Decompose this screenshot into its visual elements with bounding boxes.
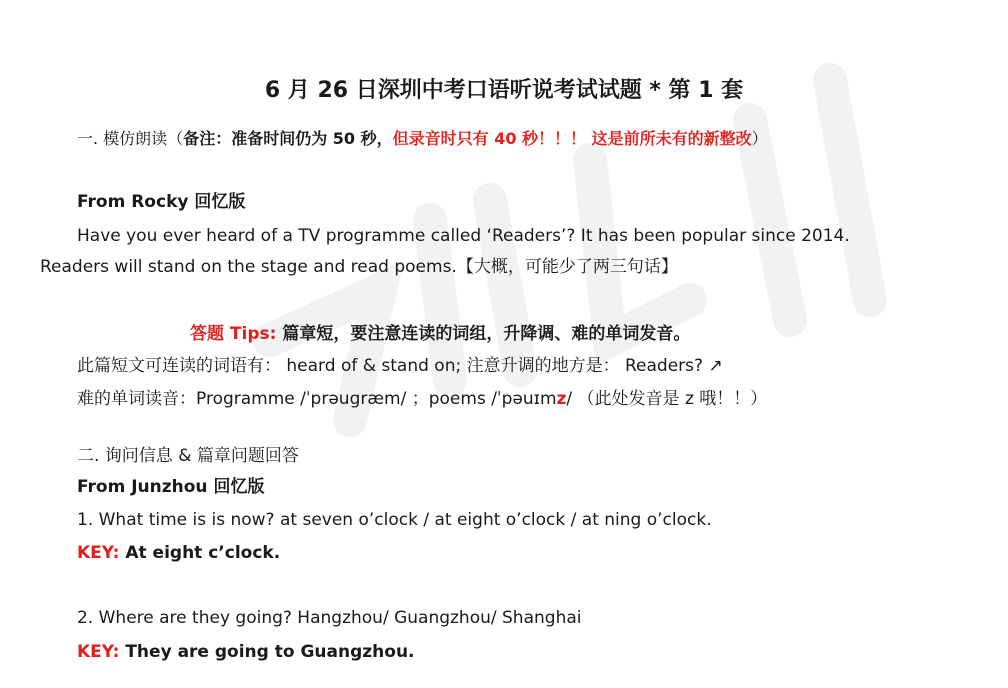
section-2-heading: 二. 询问信息 & 篇章问题回答 bbox=[77, 446, 299, 466]
question-1: 1. What time is is now? at seven o’clock / at eight o’clock / at ning o’clock. bbox=[77, 510, 712, 530]
key-label-2: KEY: bbox=[77, 642, 120, 662]
answer-2: They are going to Guangzhou. bbox=[119, 642, 415, 662]
section-1-heading-line bbox=[77, 131, 768, 147]
rocky-source: From Rocky 回忆版 bbox=[77, 192, 246, 212]
note-label: 备注：准备时间仍为 50 秒， bbox=[183, 129, 393, 148]
answer-1-line bbox=[77, 545, 280, 562]
section-1-heading: 一. 模仿朗读 bbox=[77, 129, 168, 148]
page-title: 6 月 26 日深圳中考口语听说考试试题 * 第 1 套 bbox=[264, 78, 744, 103]
linking-line: 此篇短文可连读的词语有： heard of & stand on; 注意升调的地方是： Readers? ↗ bbox=[77, 356, 723, 376]
pronunciation-line bbox=[77, 391, 767, 408]
pron-suffix: / （此处发音是 z 哦！！） bbox=[566, 389, 768, 409]
pron-red: z bbox=[556, 389, 567, 409]
pron-prefix: 难的单词读音：Programme /ˈprəugræm/ ；poems /ˈpəuɪm bbox=[77, 389, 557, 409]
tips-label: 答题 Tips: bbox=[190, 324, 277, 344]
rocky-line-2: Readers will stand on the stage and read poems.【大概，可能少了两三句话】 bbox=[40, 257, 678, 277]
junzhou-source: From Junzhou 回忆版 bbox=[77, 477, 265, 497]
answer-1: At eight c’clock. bbox=[119, 543, 281, 563]
tips-text: 篇章短，要注意连读的词组，升降调、难的单词发音。 bbox=[276, 324, 691, 344]
key-label-1: KEY: bbox=[77, 543, 120, 563]
tips-line bbox=[190, 326, 690, 343]
answer-2-line bbox=[77, 644, 415, 661]
question-2: 2. Where are they going? Hangzhou/ Guangzhou/ Shanghai bbox=[77, 608, 582, 628]
note-red: 但录音时只有 40 秒！！！ 这是前所未有的新整改 bbox=[392, 129, 752, 148]
rocky-line-1: Have you ever heard of a TV programme called ‘Readers’? It has been popular since 2014. bbox=[77, 226, 850, 246]
note-close: ） bbox=[751, 129, 768, 148]
note-open: （ bbox=[167, 129, 184, 148]
